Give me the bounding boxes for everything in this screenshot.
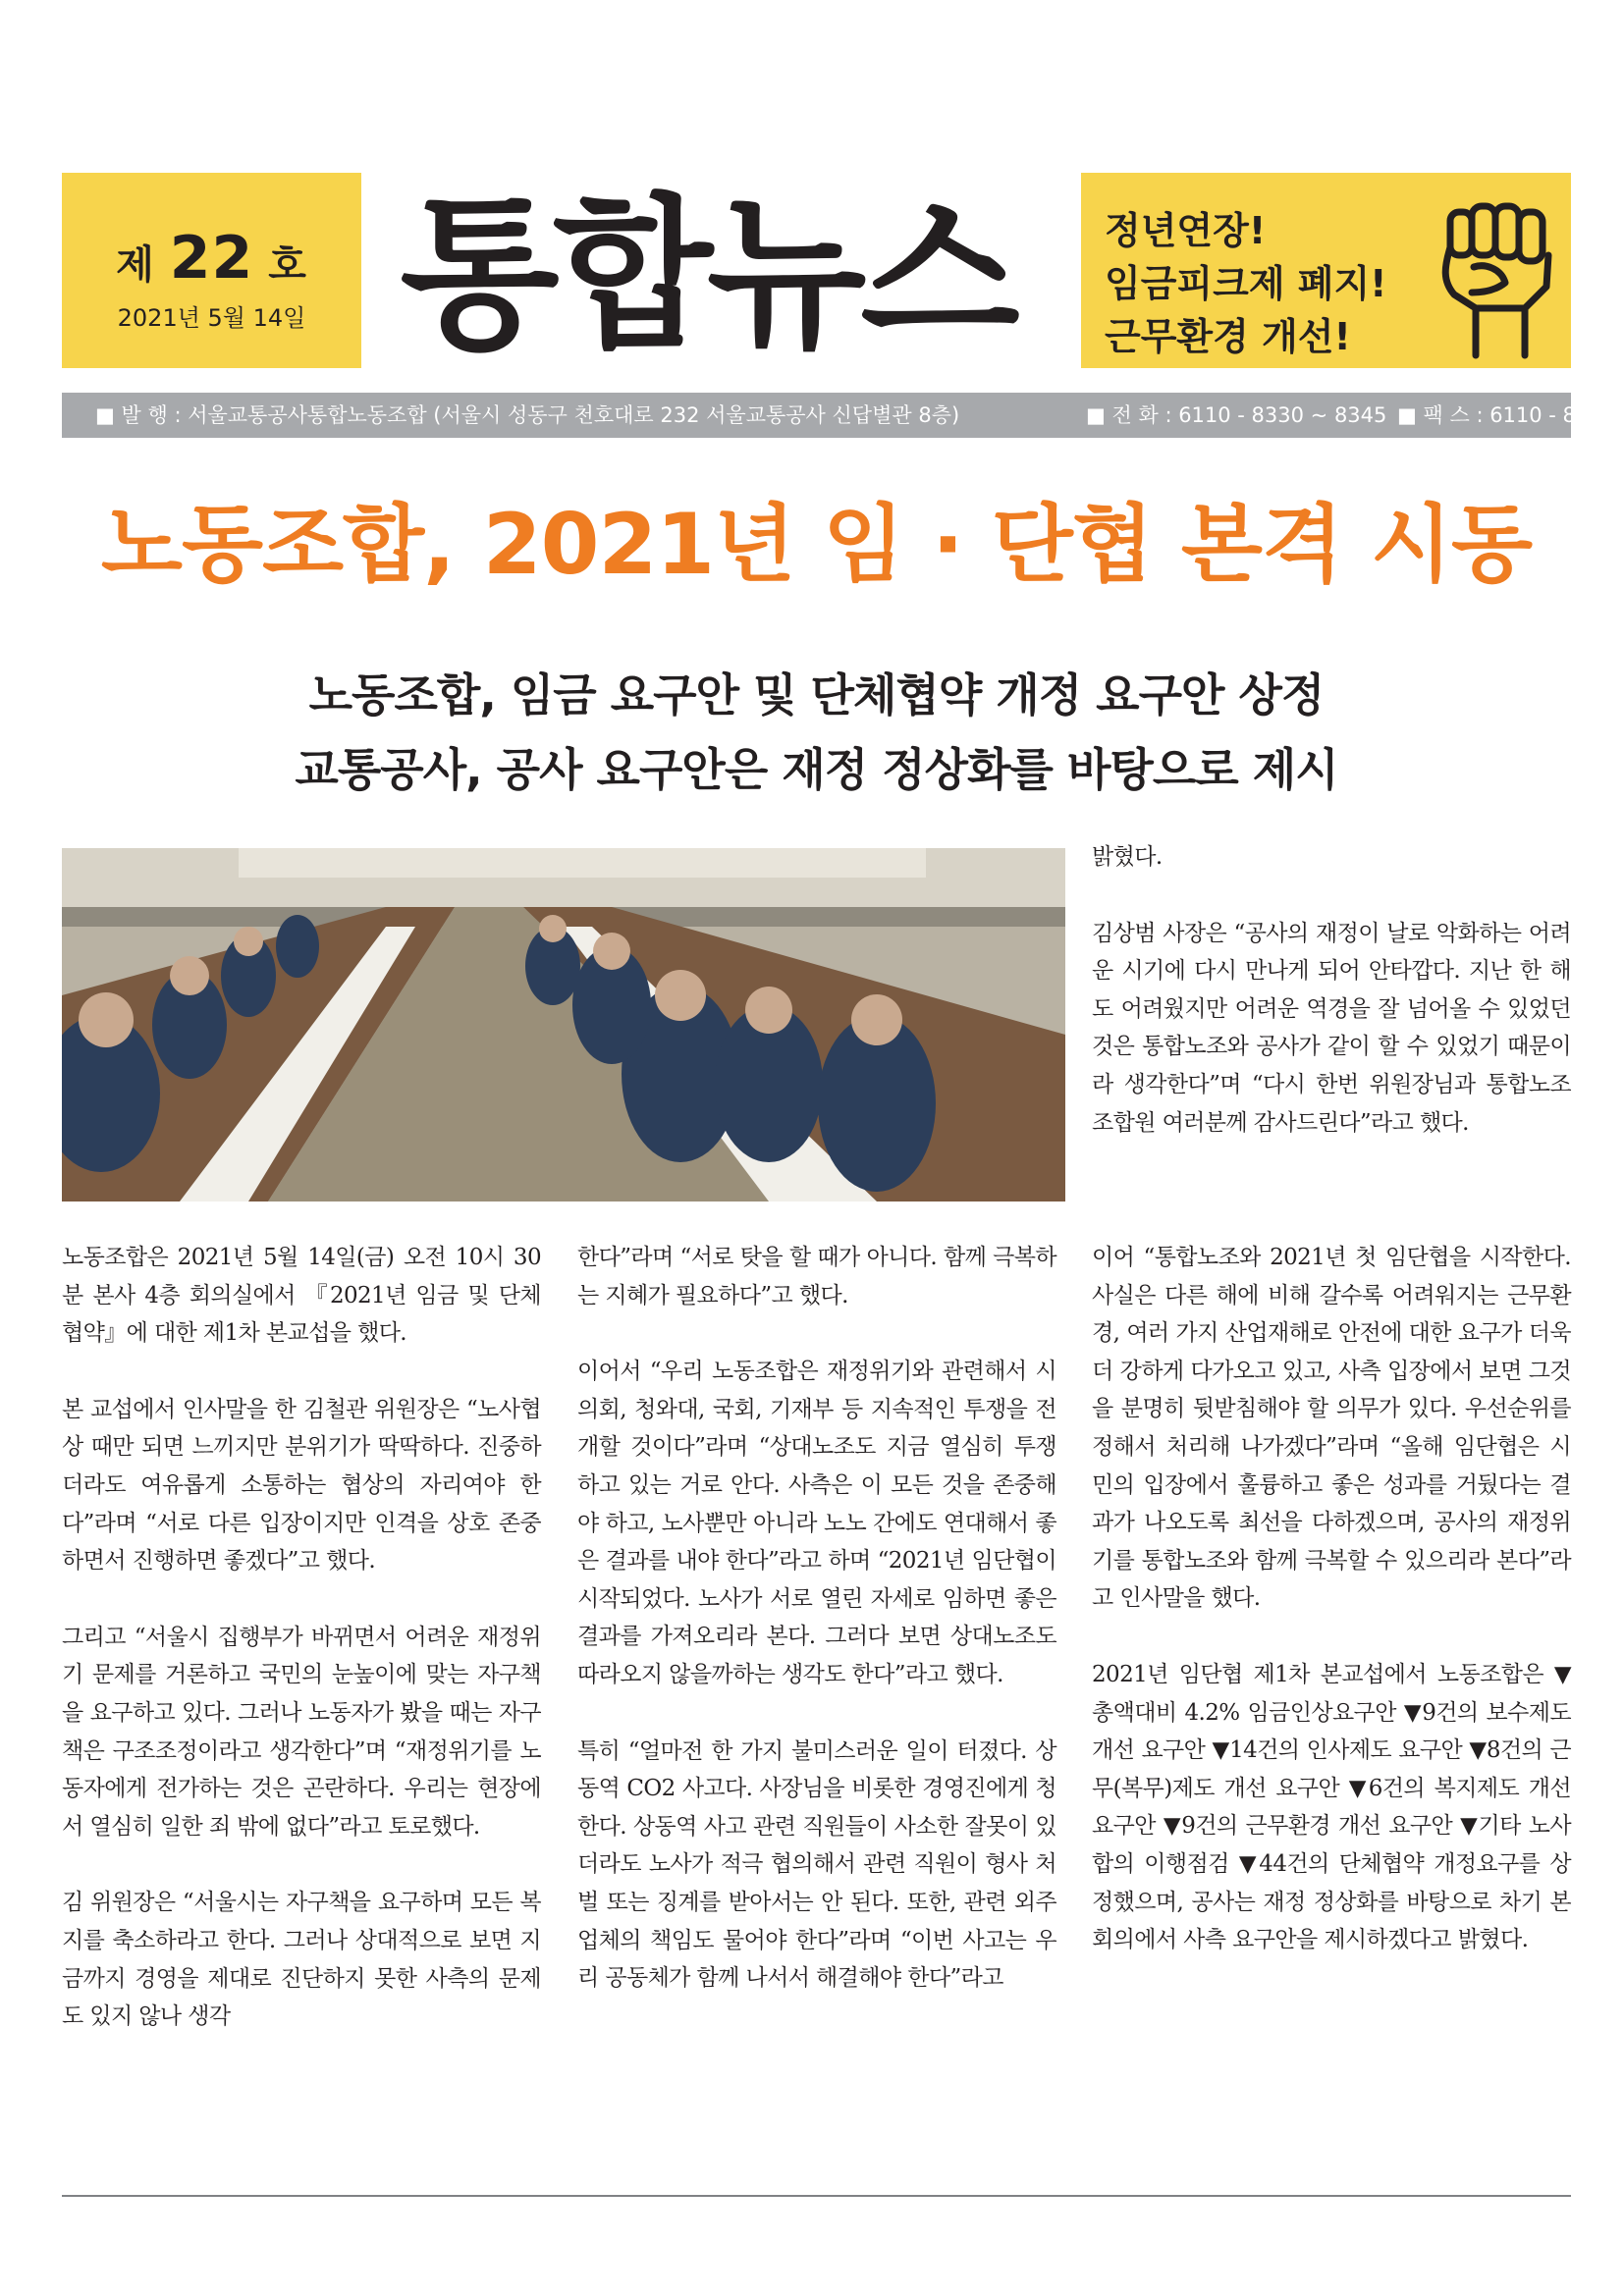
issue-number-value: 22 xyxy=(169,224,254,293)
article-column-2 xyxy=(577,1239,1056,2036)
bottom-divider xyxy=(62,2195,1571,2197)
issue-suffix: 호 xyxy=(268,242,307,288)
issue-prefix: 제 xyxy=(116,242,155,288)
article-paragraph: 2021년 임단협 제1차 본교섭에서 노동조합은 ▼총액대비 4.2% 임금인상요구안 ▼9건의 보수제도 개선 요구안 ▼14건의 인사제도 요구안 ▼8건의 근무(복무)제도 개선 요구안 ▼6건의 복지제도 개선 요구안 ▼9건의 근무환경 개선 요구안 ▼기타 노사합의 이행점검 ▼44건의 단체협약 개정요구를 상정했으며, 공사는 재정 정상화를 바탕으로 차기 본회의에서 사측 요구안을 제시하겠다고 밝혔다. xyxy=(1092,1661,1571,1953)
issue-box xyxy=(62,173,361,368)
article-paragraph: 노동조합은 2021년 5월 14일(금) 오전 10시 30분 본사 4층 회의실에서 『2021년 임금 및 단체 협약』에 대한 제1차 본교섭을 했다. xyxy=(62,1245,541,1347)
slogan-2: 임금피크제 폐지! xyxy=(1105,262,1387,305)
article-paragraph: 김 위원장은 “서울시는 자구책을 요구하며 모든 복지를 축소하라고 한다. 그러나 상대적으로 보면 지금까지 경영을 제대로 진단하지 못한 사측의 문제도 있지 않나 생각 xyxy=(62,1890,541,2030)
publisher-info: ■ 발 행 : 서울교통공사통합노동조합 (서울시 성동구 천호대로 232 서울교통공사 신답별관 8층) xyxy=(95,403,960,427)
article-column-3 xyxy=(1092,1239,1571,1998)
article-paragraph: 이어서 “우리 노동조합은 재정위기와 관련해서 시의회, 청와대, 국회, 기재부 등 지속적인 투쟁을 전개할 것이다”라며 “상대노조도 지금 열심히 투쟁하고 있는 거로 안다. 사측은 이 모든 것을 존중해야 하고, 노사뿐만 아니라 노노 간에도 연대해서 좋은 결과를 내야 한다”라고 하며 “2021년 임단협이 시작되었다. 노사가 서로 열린 자세로 임하면 좋은 결과를 가져오리라 본다. 그러다 보면 상대노조도 따라오지 않을까하는 생각도 한다”라고 했다. xyxy=(577,1359,1056,1687)
slogan-3: 근무환경 개선! xyxy=(1105,315,1351,358)
newspaper-title: 통합뉴스 xyxy=(400,179,1014,371)
issue-number xyxy=(62,224,361,293)
slogan-box xyxy=(1081,173,1571,368)
main-headline: 노동조합, 2021년 임 · 단협 본격 시동 xyxy=(100,496,1533,594)
raised-fist-icon xyxy=(1436,198,1558,359)
article-column-3-top xyxy=(1092,838,1571,1180)
issue-date: 2021년 5월 14일 xyxy=(117,304,306,332)
article-paragraph: 밝혔다. xyxy=(1092,844,1163,870)
article-paragraph: 이어 “통합노조와 2021년 첫 임단협을 시작한다. 사실은 다른 해에 비해 갈수록 어려워지는 근무환경, 여러 가지 산업재해로 안전에 대한 요구가 더욱더 강하게 다가오고 있고, 사측 입장에서 보면 그것을 분명히 뒷받침해야 할 의무가 있다. 우선순위를 정해서 처리해 나가겠다”라며 “올해 임단협은 시민의 입장에서 훌륭하고 좋은 성과를 거뒀다는 결과가 나오도록 최선을 다하겠으며, 공사의 재정위기를 통합노조와 함께 극복할 수 있으리라 본다”라고 인사말을 했다. xyxy=(1092,1245,1571,1612)
subheadline-2: 교통공사, 공사 요구안은 재정 정상화를 바탕으로 제시 xyxy=(295,743,1338,796)
article-paragraph: 본 교섭에서 인사말을 한 김철관 위원장은 “노사협상 때만 되면 느끼지만 분위기가 딱딱하다. 진중하더라도 여유롭게 소통하는 협상의 자리여야 한다”라며 “서로 다른 입장이지만 인격을 상호 존중하면서 진행하면 좋겠다”고 했다. xyxy=(62,1396,541,1575)
article-paragraph: 한다”라며 “서로 탓을 할 때가 아니다. 함께 극복하는 지혜가 필요하다”고 했다. xyxy=(577,1245,1056,1308)
article-column-1 xyxy=(62,1239,541,2074)
article-paragraph: 그리고 “서울시 집행부가 바뀌면서 어려운 재정위기 문제를 거론하고 국민의 눈높이에 맞는 자구책을 요구하고 있다. 그러나 노동자가 봤을 때는 자구책은 구조조정이라고 생각한다”며 “재정위기를 노동자에게 전가하는 것은 곤란하다. 우리는 현장에서 열심히 일한 죄 밖에 없다”라고 토로했다. xyxy=(62,1624,541,1840)
article-paragraph: 김상범 사장은 “공사의 재정이 날로 악화하는 어려운 시기에 다시 만나게 되어 안타깝다. 지난 한 해도 어려웠지만 어려운 역경을 잘 넘어올 수 있었던 것은 통합노조와 공사가 같이 할 수 있었기 때문이라 생각한다”며 “다시 한번 위원장님과 통합노조 조합원 여러분께 감사드린다”라고 했다. xyxy=(1092,920,1571,1136)
fax-info: ■ 팩 스 : 6110 - 8339 xyxy=(1397,403,1616,427)
slogan-1: 정년연장! xyxy=(1105,209,1267,252)
meeting-photo xyxy=(62,848,1065,1201)
phone-info: ■ 전 화 : 6110 - 8330 ~ 8345 xyxy=(1086,403,1387,427)
subheadline-1: 노동조합, 임금 요구안 및 단체협약 개정 요구안 상정 xyxy=(308,668,1325,721)
article-paragraph: 특히 “얼마전 한 가지 불미스러운 일이 터졌다. 상동역 CO2 사고다. 사장님을 비롯한 경영진에게 청한다. 상동역 사고 관련 직원들이 사소한 잘못이 있더라도 노사가 적극 협의해서 관련 직원이 형사 처벌 또는 징계를 받아서는 안 된다. 또한, 관련 외주 업체의 책임도 물어야 한다”라며 “이번 사고는 우리 공동체가 함께 나서서 해결해야 한다”라고 xyxy=(577,1737,1056,1992)
publisher-info-bar xyxy=(62,393,1616,438)
